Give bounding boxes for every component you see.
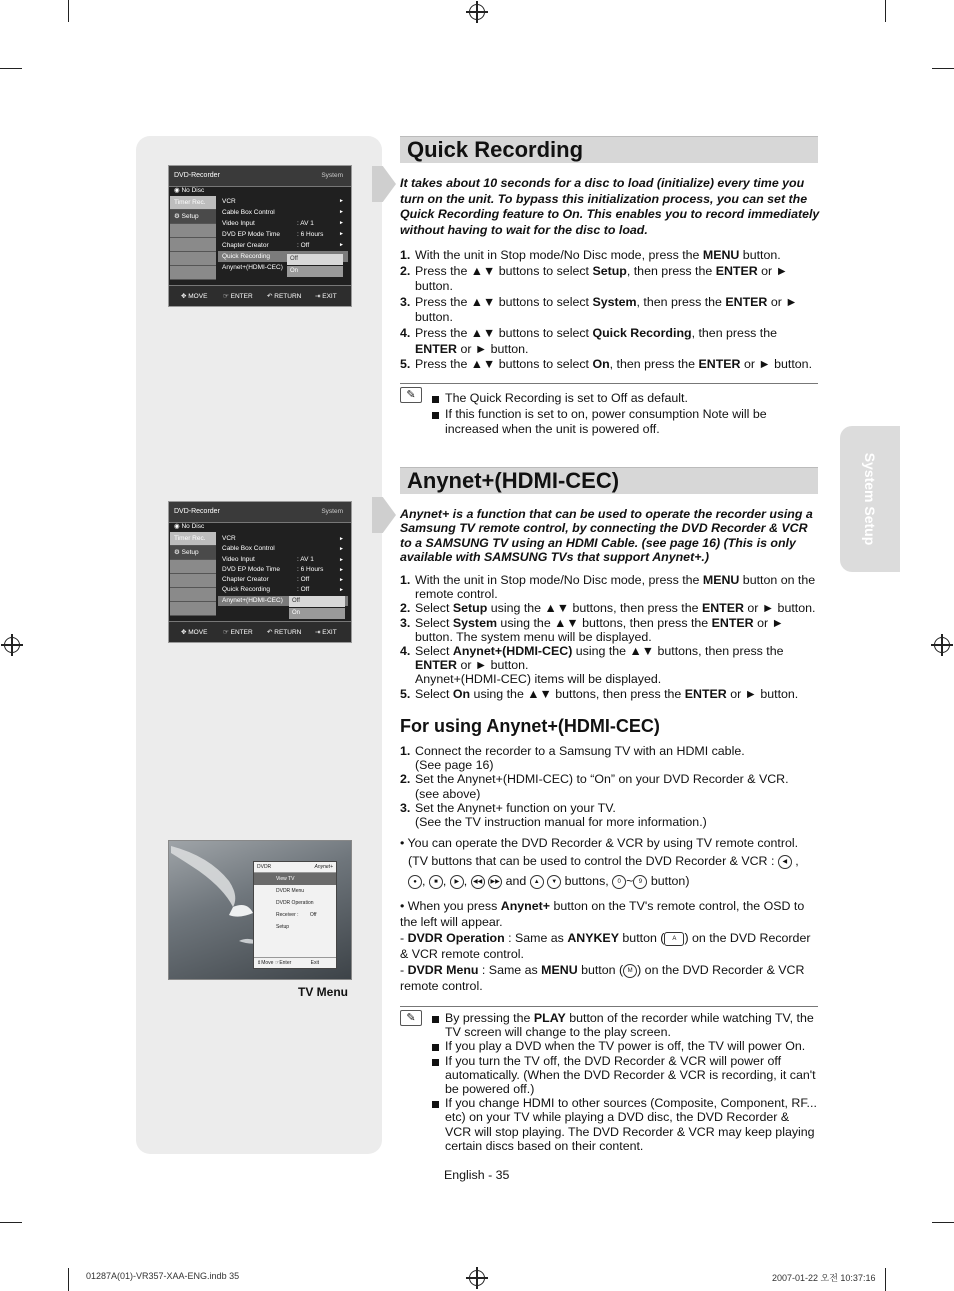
- registration-mark-icon: [469, 4, 485, 20]
- tv-osd-item: View TV: [254, 873, 336, 885]
- crop-mark: [0, 68, 22, 69]
- step: 1. Connect the recorder to a Samsung TV with an HDMI cable. (See page 16): [400, 744, 745, 773]
- note-item: If you turn the TV off, the DVD Recorder & VCR will power off automatically. (When the DVD Recorder & VCR is recording, it can't be powered off.): [400, 1054, 818, 1097]
- osd-row: Anynet+(HDMI-CEC): [222, 264, 283, 271]
- quick-recording-steps: [400, 248, 820, 373]
- osd-status: ◉ No Disc: [174, 187, 205, 194]
- remote-button-icon: ▼: [547, 875, 561, 889]
- remote-button-icon: ◀: [778, 855, 792, 869]
- osd-sidebar-item: Timer Rec.: [170, 532, 216, 546]
- remote-button-icon: ▲: [530, 875, 544, 889]
- tv-osd-item: Receiver : Off: [276, 912, 317, 918]
- section-tab: System Setup: [840, 426, 900, 572]
- anynet-steps: [400, 573, 820, 701]
- step: 5. Press the ▲▼ buttons to select On, then press the ENTER or ► button.: [400, 357, 813, 372]
- note-icon: ✎: [400, 387, 422, 403]
- anynet-heading: Anynet+(HDMI-CEC): [400, 467, 818, 494]
- step: 5. Select On using the ▲▼ buttons, then press the ENTER or ► button.: [400, 686, 799, 701]
- note-item: The Quick Recording is set to Off as default.: [400, 391, 818, 407]
- quick-recording-heading: Quick Recording: [400, 136, 818, 163]
- arrow-icon: [372, 166, 396, 202]
- osd-menu: VCR ► Cable Box Control ► Video Input : AV 1 ► DVD EP Mode Time : 6 Hours ► Chapter Creator : Off ► Quick Recording : Off ► Anynet+(HDMI-CEC): [218, 534, 348, 606]
- step: 3. Select System using the ▲▼ buttons, then press the ENTER or ► button. The system menu will be displayed.: [400, 615, 784, 644]
- remote-button-icon: ■: [429, 875, 443, 889]
- osd-option-on: On: [287, 266, 343, 277]
- date-footer: 2007-01-22 오전 10:37:16: [772, 1273, 876, 1283]
- for-using-anynet-heading: For using Anynet+(HDMI-CEC): [400, 716, 660, 736]
- osd-anynet: [168, 501, 352, 643]
- remote-button-icon: ▶: [450, 875, 464, 889]
- tv-menu-caption: TV Menu: [298, 985, 348, 999]
- osd-row-selected: Anynet+(HDMI-CEC): [218, 596, 348, 606]
- note-item: If this function is set to on, power consumption Note will be increased when the unit is powered off.: [400, 407, 818, 438]
- tv-osd-item: DVDR Operation: [276, 900, 314, 906]
- remote-button-icon: ▶▶: [488, 875, 502, 889]
- step: 1. With the unit in Stop mode/No Disc mode, press the MENU button.: [400, 248, 781, 262]
- osd-row-selected: Quick Recording: [218, 251, 348, 262]
- step: 4. Press the ▲▼ buttons to select Quick Recording, then press the ENTER or ► button.: [400, 325, 778, 356]
- registration-mark-icon: [469, 1270, 485, 1286]
- osd-option-off: Off: [289, 596, 345, 607]
- crop-mark: [0, 1222, 22, 1223]
- tv-osd-title: DVDR: [257, 864, 272, 870]
- remote-button-icon: ◀◀: [471, 875, 485, 889]
- usage-steps: [400, 744, 820, 829]
- osd-option-off: Off: [287, 254, 343, 265]
- step: 2. Select Setup using the ▲▼ buttons, then press the ENTER or ► button.: [400, 601, 816, 616]
- crop-mark: [68, 0, 69, 22]
- crop-mark: [932, 1222, 954, 1223]
- anynet-button-bullet: • When you press Anynet+ button on the TV's remote control, the OSD to the left will appear. - DVDR Operation : Same as ANYKEY button ( A ) on the DVD Recorder & VCR remote control. - DVDR Menu : Same as MENU button ( M ) on the DVD Recorder & VCR remote control.: [400, 899, 811, 993]
- osd-row: Video Input : AV 1 ►: [222, 220, 344, 227]
- crop-mark: [68, 1268, 69, 1291]
- osd-sidebar: [170, 196, 216, 284]
- page-number: English - 35: [444, 1168, 510, 1182]
- osd-title: DVD-Recorder: [174, 172, 220, 179]
- file-footer: 01287A(01)-VR357-XAA-ENG.indb 35: [86, 1271, 240, 1281]
- osd-section: System: [321, 508, 343, 515]
- osd-sidebar-item: ⚙ Setup: [170, 546, 216, 560]
- remote-button-icon: ●: [408, 875, 422, 889]
- remote-button-icon: 0: [612, 875, 626, 889]
- quick-recording-intro: It takes about 10 seconds for a disc to load (initialize) every time you turn on the unit. To bypass this initialization process, you can set the Quick Recording feature to On. This enables you to record immediately without having to wait for the disc to load.: [400, 176, 820, 237]
- tv-osd-item: DVDR Menu: [276, 888, 305, 894]
- note-item: By pressing the PLAY button of the recorder while watching TV, the TV screen will change to the play screen.: [400, 1011, 818, 1039]
- step: 2. Set the Anynet+(HDMI-CEC) to “On” on your DVD Recorder & VCR. (see above): [400, 772, 789, 801]
- tv-osd-footer: ⇕Move ☞Enter Exit: [254, 957, 336, 968]
- anykey-button-icon: A: [664, 932, 684, 946]
- osd-sidebar-item: Timer Rec.: [170, 196, 216, 210]
- menu-button-icon: M: [623, 964, 637, 978]
- osd-option-on: On: [289, 608, 345, 619]
- osd-section: System: [321, 172, 343, 179]
- step: 2. Press the ▲▼ buttons to select Setup, then press the ENTER or ► button.: [400, 263, 788, 294]
- osd-sidebar: [170, 532, 216, 620]
- osd-row: Chapter Creator : Off ►: [222, 242, 344, 249]
- osd-quick-recording: [168, 165, 352, 307]
- crop-mark: [932, 68, 954, 69]
- anynet-logo: Anynet+: [314, 864, 333, 870]
- note-item: If you play a DVD when the TV power is off, the TV will power On.: [400, 1039, 818, 1053]
- tv-osd-item: Setup: [276, 924, 290, 930]
- osd-title: DVD-Recorder: [174, 508, 220, 515]
- arrow-icon: [372, 497, 396, 533]
- registration-mark-icon: [934, 637, 950, 653]
- step: 3. Set the Anynet+ function on your TV. (See the TV instruction manual for more information.): [400, 800, 707, 830]
- remote-button-icon: 9: [633, 875, 647, 889]
- tv-buttons-bullet: • You can operate the DVD Recorder & VCR by using TV remote control. (TV buttons that can be used to control the DVD Recorder & VCR : ◀ , ● , ■ , ▶ , ◀◀ ▶▶ and ▲ ▼ buttons, 0 ~ 9 button): [400, 836, 799, 888]
- note-icon: ✎: [400, 1010, 422, 1026]
- tv-osd: [253, 861, 337, 969]
- osd-row: Cable Box Control ►: [222, 209, 344, 216]
- osd-row: DVD EP Mode Time : 6 Hours ►: [222, 231, 344, 238]
- step: 3. Press the ▲▼ buttons to select System, then press the ENTER or ► button.: [400, 294, 798, 325]
- step: 4. Select Anynet+(HDMI-CEC) using the ▲▼ buttons, then press the ENTER or ► button. Anynet+(HDMI-CEC) items will be displayed.: [400, 644, 784, 687]
- osd-status: ◉ No Disc: [174, 523, 205, 530]
- anynet-intro: Anynet+ is a function that can be used to operate the recorder using a Samsung TV remote control, by connecting the DVD Recorder & VCR to a SAMSUNG TV using an HDMI Cable. (see page 16) (This is only available with SAMSUNG TVs that support Anynet+.): [400, 507, 813, 565]
- osd-footer: ✥ MOVE ☞ ENTER ↶ RETURN ⇥ EXIT: [169, 285, 351, 306]
- step: 1. With the unit in Stop mode/No Disc mode, press the MENU button on the remote control.: [400, 573, 816, 602]
- note-item: If you change HDMI to other sources (Composite, Component, RF... etc) on your TV while playing a DVD disc, the DVD Recorder & VCR will stop playing. The DVD Recorder & VCR may keep playing certain discs based on their content.: [400, 1096, 818, 1153]
- anynet-note: [400, 1006, 818, 1153]
- osd-sidebar-item: ⚙ Setup: [170, 210, 216, 224]
- registration-mark-icon: [4, 637, 20, 653]
- crop-mark: [885, 1268, 886, 1291]
- osd-footer: ✥ MOVE ☞ ENTER ↶ RETURN ⇥ EXIT: [169, 621, 351, 642]
- crop-mark: [885, 0, 886, 22]
- quick-recording-note: [400, 383, 818, 438]
- osd-row: VCR ►: [222, 198, 344, 205]
- tv-menu-screenshot: [168, 840, 352, 980]
